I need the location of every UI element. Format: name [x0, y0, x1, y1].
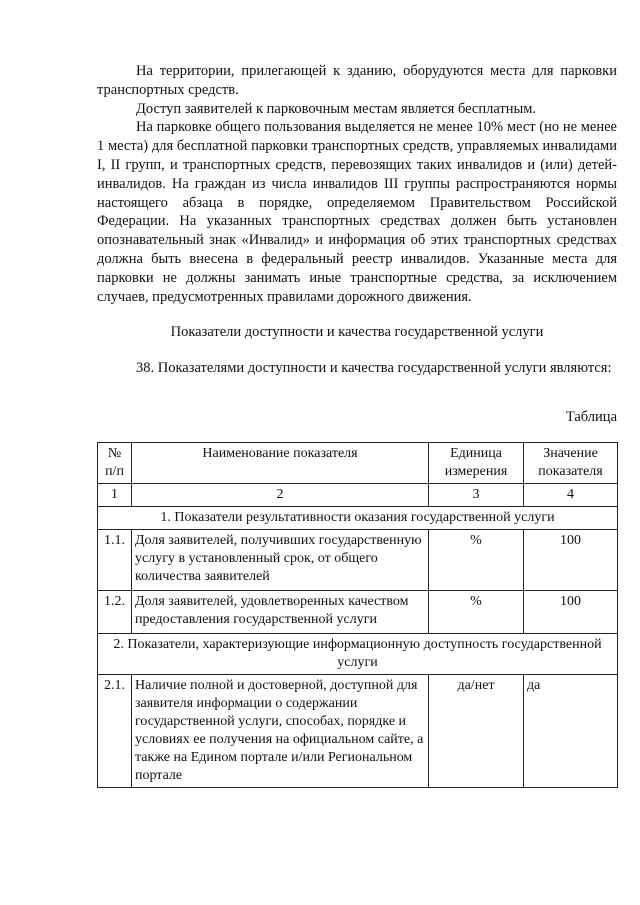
row-indicator-name: Доля заявителей, получивших государственную услугу в установленный срок, от общего количества заявителей [132, 530, 429, 591]
section-heading: Показатели доступности и качества государственной услуги [170, 324, 544, 340]
index-cell: 1 [98, 484, 132, 507]
paragraph-38: 38. Показателями доступности и качества государственной услуги являются: [136, 360, 612, 376]
row-number: 1.2. [98, 591, 132, 634]
paragraph-parking-areas: На территории, прилегающей к зданию, оборудуются места для парковки транспортных средств. [97, 63, 617, 98]
index-cell: 3 [429, 484, 524, 507]
table-header-row [98, 443, 618, 484]
index-cell: 2 [132, 484, 429, 507]
header-value: Значение показателя [524, 443, 618, 484]
row-unit: да/нет [429, 675, 524, 788]
paragraph-disabled-parking: На парковке общего пользования выделяется не менее 10% мест (но не менее 1 места) для бесплатной парковки транспортных средств, управляемых инвалидами I, II групп, и транспортных средств, перевозящих таких инвалидов и (или) детей-инвалидов. На граждан из числа инвалидов III группы распространяются нормы настоящего абзаца в порядке, определяемом Правительством Российской Федерации. На указанных транспортных средствах должен быть установлен опознавательный знак «Инвалид» и информация об этих транспортных средствах должна быть внесена в федеральный реестр инвалидов. Указанные места для парковки не должны занимать иные транспортные средства, за исключением случаев, предусмотренных правилами дорожного движения. [97, 119, 617, 305]
row-number: 1.1. [98, 530, 132, 591]
row-unit: % [429, 591, 524, 634]
row-number: 2.1. [98, 675, 132, 788]
header-number: № п/п [98, 443, 132, 484]
row-value: да [524, 675, 618, 788]
indicators-table [97, 442, 618, 788]
table-index-row [98, 484, 618, 507]
header-indicator-name: Наименование показателя [132, 443, 429, 484]
table-section-row [98, 507, 618, 530]
row-value: 100 [524, 591, 618, 634]
row-indicator-name: Наличие полной и достоверной, доступной для заявителя информации о содержании государственной услуги, способах, порядке и условиях ее получения на официальном сайте, а также на Едином портале и/или Региональном портале [132, 675, 429, 788]
header-unit: Единица измерения [429, 443, 524, 484]
section-2-title: 2. Показатели, характеризующие информационную доступность государственной услуги [98, 634, 618, 675]
row-unit: % [429, 530, 524, 591]
index-cell: 4 [524, 484, 618, 507]
table-section-row [98, 634, 618, 675]
row-indicator-name: Доля заявителей, удовлетворенных качеством предоставления государственной услуги [132, 591, 429, 634]
row-value: 100 [524, 530, 618, 591]
paragraph-free-parking: Доступ заявителей к парковочным местам является бесплатным. [136, 100, 537, 117]
body-text [97, 62, 617, 306]
table-row [98, 530, 618, 591]
table-row [98, 591, 618, 634]
table-caption: Таблица [565, 409, 617, 425]
section-1-title: 1. Показатели результативности оказания государственной услуги [98, 507, 618, 530]
table-row [98, 675, 618, 788]
